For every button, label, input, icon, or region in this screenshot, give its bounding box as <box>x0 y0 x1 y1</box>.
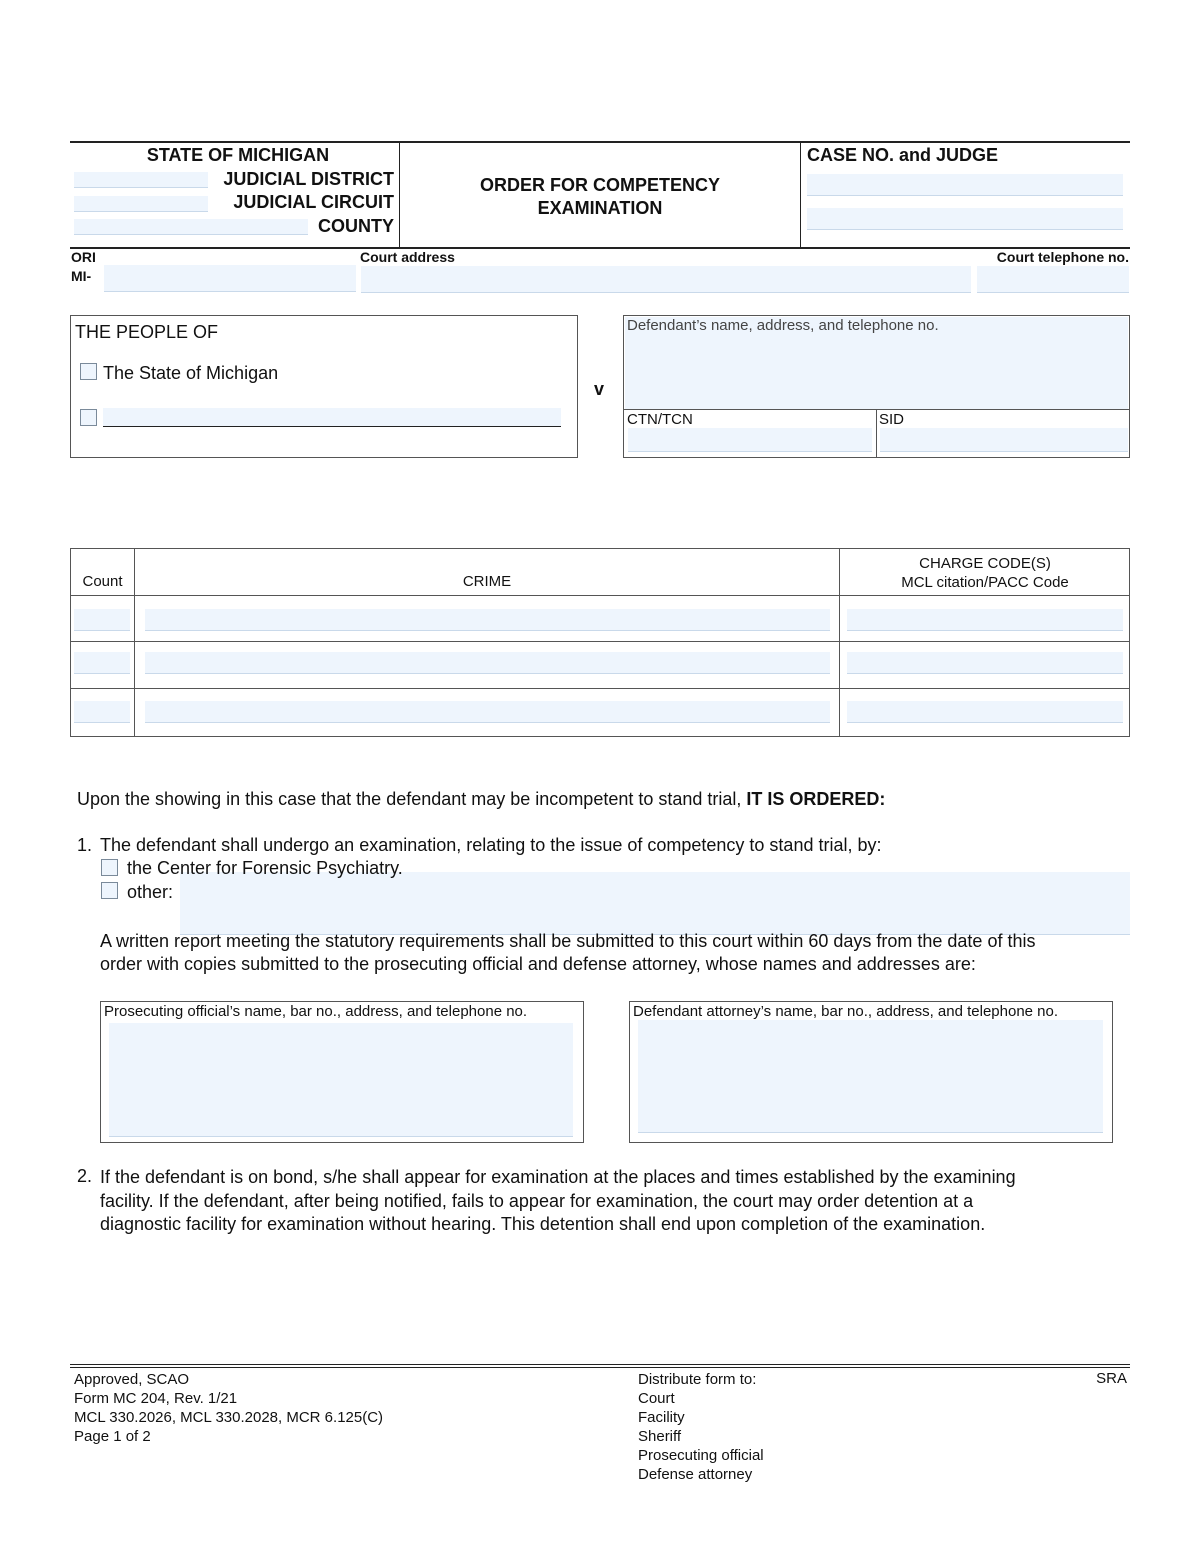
forensic-psychiatry-option: the Center for Forensic Psychiatry. <box>127 858 403 878</box>
defense-info-field[interactable] <box>638 1020 1103 1133</box>
footer-citation: MCL 330.2026, MCL 330.2028, MCR 6.125(C) <box>74 1409 384 1426</box>
charges-row-rule-1 <box>70 641 1130 642</box>
district-number-field[interactable] <box>74 172 208 188</box>
state-of-michigan: STATE OF MICHIGAN <box>146 145 330 165</box>
people-of-title: THE PEOPLE OF <box>75 322 219 342</box>
ori-field[interactable] <box>104 265 356 292</box>
count-header: Count <box>82 573 123 590</box>
case-no-judge-label: CASE NO. and JUDGE <box>807 145 999 165</box>
item2-number: 2. <box>77 1166 93 1186</box>
item2-paragraph <box>100 1166 1016 1237</box>
footer-rule-2 <box>70 1367 1130 1368</box>
report-line1: A written report meeting the statutory requirements shall be submitted to this court within 60 days from the date of this <box>100 931 1036 951</box>
form-title-line2: EXAMINATION <box>537 198 663 218</box>
charge-code-header-line2: MCL citation/PACC Code <box>901 574 1069 591</box>
other-examiner-field[interactable] <box>180 872 1130 935</box>
ctn-field[interactable] <box>628 428 872 452</box>
header-top-rule <box>70 141 1130 143</box>
charge-code-field-1[interactable] <box>847 609 1123 631</box>
item1-text: The defendant shall undergo an examination, relating to the issue of competency to stand trial, by: <box>100 835 882 855</box>
header-divider-right <box>800 141 801 248</box>
form-title-line1: ORDER FOR COMPETENCY <box>479 175 720 195</box>
crime-field-2[interactable] <box>145 652 830 674</box>
report-paragraph <box>100 930 1035 976</box>
prosecutor-info-field[interactable] <box>109 1023 573 1137</box>
count-field-1[interactable] <box>74 609 130 631</box>
crime-field-3[interactable] <box>145 701 830 723</box>
crime-header: CRIME <box>462 573 512 590</box>
sid-label: SID <box>879 411 905 428</box>
item2-line1: If the defendant is on bond, s/he shall appear for examination at the places and times established by the examining <box>100 1167 1016 1187</box>
defendant-info-label: Defendant’s name, address, and telephone no. <box>627 317 939 334</box>
count-field-3[interactable] <box>74 701 130 723</box>
versus-label: v <box>594 379 605 399</box>
judicial-district-label: JUDICIAL DISTRICT <box>223 169 394 189</box>
ctn-sid-divider <box>876 409 877 457</box>
footer-form-info <box>74 1370 383 1446</box>
it-is-ordered: IT IS ORDERED: <box>746 789 886 809</box>
form-title <box>400 174 800 220</box>
distribute-item: Facility <box>638 1409 685 1426</box>
item2-line2: facility. If the defendant, after being notified, fails to appear for examination, the court may order detention at a <box>100 1190 974 1211</box>
charge-code-header <box>840 554 1130 592</box>
judge-field[interactable] <box>807 208 1123 230</box>
item1-number: 1. <box>77 835 93 855</box>
mi-prefix-label: MI- <box>71 268 92 284</box>
order-intro <box>77 789 885 810</box>
footer-rule-1 <box>70 1364 1130 1365</box>
case-number-field[interactable] <box>807 174 1123 196</box>
judicial-circuit-label: JUDICIAL CIRCUIT <box>233 192 394 212</box>
sid-field[interactable] <box>880 428 1128 452</box>
ori-label: ORI <box>71 249 96 265</box>
defense-label: Defendant attorney’s name, bar no., address, and telephone no. <box>633 1003 1059 1020</box>
court-telephone-label: Court telephone no. <box>996 249 1129 265</box>
county-label: COUNTY <box>318 216 394 236</box>
prosecutor-label: Prosecuting official’s name, bar no., address, and telephone no. <box>104 1003 528 1020</box>
item2-line3: diagnostic facility for examination without hearing. This detention shall end upon completion of the examination. <box>100 1214 986 1234</box>
court-telephone-field[interactable] <box>977 266 1129 293</box>
court-address-field[interactable] <box>361 266 971 293</box>
ctn-label: CTN/TCN <box>627 411 693 428</box>
state-of-michigan-option: The State of Michigan <box>103 363 279 383</box>
other-plaintiff-checkbox[interactable] <box>80 409 97 426</box>
other-examiner-checkbox[interactable] <box>101 882 118 899</box>
court-address-label: Court address <box>360 249 455 265</box>
footer-distribution <box>638 1370 764 1484</box>
report-line2: order with copies submitted to the prosecuting official and defense attorney, whose names and addresses are: <box>100 954 976 974</box>
other-examiner-label: other: <box>127 882 174 902</box>
other-plaintiff-field[interactable] <box>103 408 561 427</box>
distribute-label: Distribute form to: <box>638 1371 757 1388</box>
distribute-item: Prosecuting official <box>638 1447 764 1464</box>
order-intro-text: Upon the showing in this case that the defendant may be incompetent to stand trial, <box>77 789 747 809</box>
distribute-item: Sheriff <box>638 1428 682 1445</box>
state-of-michigan-checkbox[interactable] <box>80 363 97 380</box>
charges-header-rule <box>70 595 1130 596</box>
footer-page: Page 1 of 2 <box>74 1428 151 1445</box>
distribute-item: Court <box>638 1390 675 1407</box>
charges-row-rule-2 <box>70 688 1130 689</box>
charge-code-field-3[interactable] <box>847 701 1123 723</box>
count-field-2[interactable] <box>74 652 130 674</box>
sra-label: SRA <box>1096 1370 1127 1387</box>
forensic-psychiatry-checkbox[interactable] <box>101 859 118 876</box>
county-name-field[interactable] <box>74 219 308 235</box>
charge-code-field-2[interactable] <box>847 652 1123 674</box>
circuit-number-field[interactable] <box>74 196 208 212</box>
crime-field-1[interactable] <box>145 609 830 631</box>
footer-form-number: Form MC 204, Rev. 1/21 <box>74 1390 238 1407</box>
distribute-item: Defense attorney <box>638 1466 753 1483</box>
footer-approved: Approved, SCAO <box>74 1371 190 1388</box>
charge-code-header-line1: CHARGE CODE(S) <box>919 555 1051 572</box>
